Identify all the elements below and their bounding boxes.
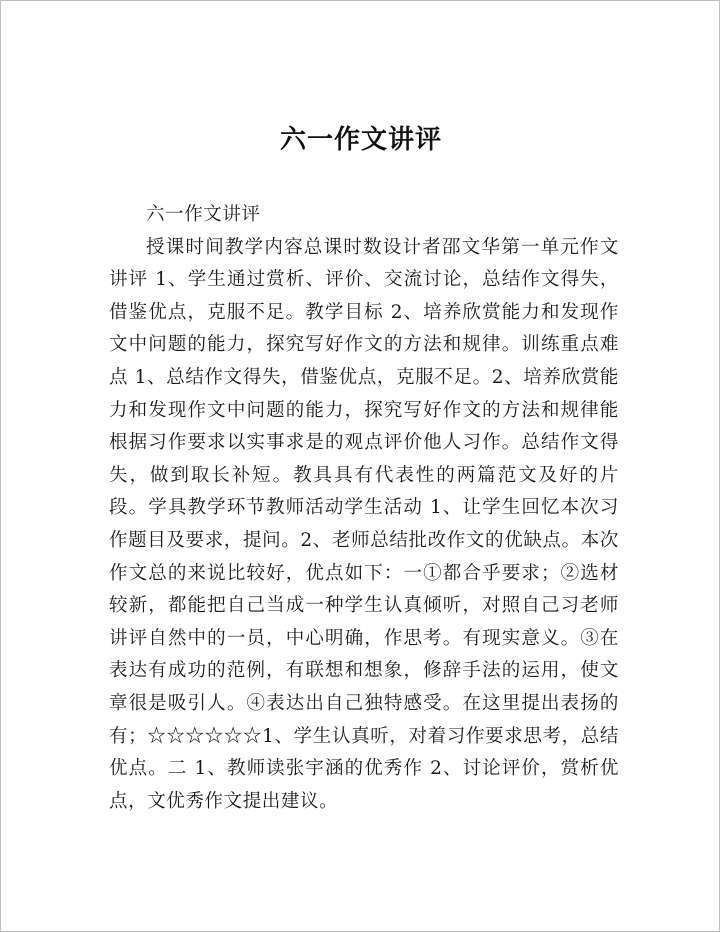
body-paragraph: 授课时间教学内容总课时数设计者邵文华第一单元作文讲评 1、学生通过赏析、评价、交流讨论，总结作文得失，借鉴优点，克服不足。教学目标 2、培养欣赏能力和发现作文中问题的能力，探究写好作文的方法和规律。训练重点难点 1、总结作文得失，借鉴优点，克服不足。2、培养欣赏能力和发现作文中问题的能力，探究写好作文的方法和规律能根据习作要求以实事求是的观点评价他人习作。总结作文得失，做到取长补短。教具具有代表性的两篇范文及好的片段。学具教学环节教师活动学生活动 1、让学生回忆本次习作题目及要求，提问。2、老师总结批改作文的优缺点。本次作文总的来说比较好，优点如下：一①都合乎要求；②选材较新，都能把自己当成一种学生认真倾听，对照自己习老师讲评自然中的一员，中心明确，作思考。有现实意义。③在表达有成功的范例，有联想和想象，修辞手法的运用，使文章很是吸引人。④表达出自己独特感受。在这里提出表扬的有；☆☆☆☆☆☆1、学生认真听，对着习作要求思考，总结优点。二 1、教师读张宇涵的优秀作 2、讨论评价，赏析优点，文优秀作文提出建议。: [109, 236, 619, 812]
subtitle-paragraph: 六一作文讲评: [146, 204, 261, 225]
document-body: [109, 199, 619, 818]
document-title: 六一作文讲评: [279, 125, 442, 155]
